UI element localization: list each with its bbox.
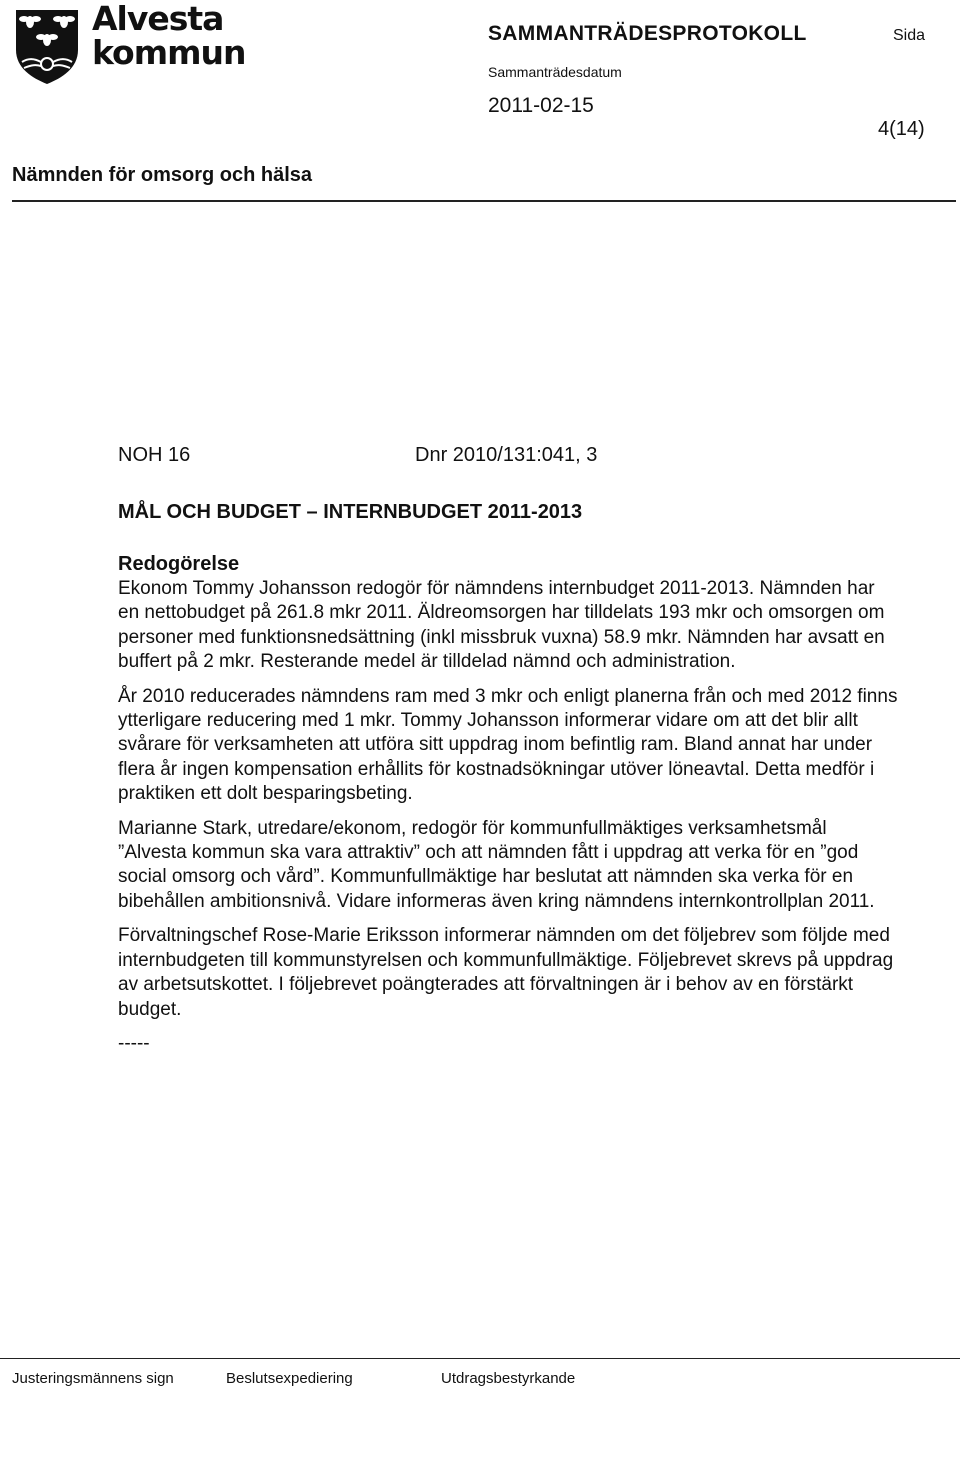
logo-line-1: Alvesta	[92, 0, 224, 38]
registration-number: Dnr 2010/131:041, 3	[415, 444, 598, 466]
page-label: Sida	[893, 27, 926, 44]
municipal-coat-of-arms-icon	[12, 6, 82, 86]
meeting-date-label: Sammanträdesdatum	[488, 64, 622, 80]
meeting-date: 2011-02-15	[488, 94, 594, 117]
footer-certification-label: Utdragsbestyrkande	[441, 1370, 576, 1387]
municipality-logo-text	[92, 2, 252, 70]
logo-line-2: kommun	[92, 33, 246, 72]
footer-adjuster-signature-label: Justeringsmännens sign	[12, 1370, 174, 1387]
document-type: SAMMANTRÄDESPROTOKOLL	[488, 22, 807, 45]
minutes-item	[118, 440, 898, 1056]
section-heading: Redogörelse	[118, 553, 240, 575]
committee-name: Nämnden för omsorg och hälsa	[12, 164, 313, 186]
header-divider	[12, 200, 956, 202]
paragraph: År 2010 reducerades nämndens ram med 3 mkr och enligt planerna från och med 2012 finns ytterligare reducering med 1 mkr. Tommy Johansson informerar vidare om att det blir allt svårare för verksamheten att utföra sitt uppdrag inom befintlig ram. Bland annat har under flera år ingen kompensation erhållits för kostnadsökningar utöver löneavtal. Detta medför i praktiken ett dolt besparingsbeting.	[118, 685, 898, 805]
item-title: MÅL OCH BUDGET – INTERNBUDGET 2011-2013	[118, 501, 583, 523]
item-reference-line	[118, 440, 898, 470]
item-number: NOH 16	[118, 444, 191, 466]
paragraph: Marianne Stark, utredare/ekonom, redogör för kommunfullmäktiges verksamhetsmål ”Alvesta kommun ska vara attraktiv” och att nämnden fått i uppdrag att verka för en ”god social omsorg och vård”. Kommunfullmäktige har beslutat att nämnden ska verka för en bibehållen ambitionsnivå. Vidare informeras även kring nämndens internkontrollplan 2011.	[118, 817, 875, 912]
paragraph: Ekonom Tommy Johansson redogör för nämndens internbudget 2011-2013. Nämnden har en nettobudget på 261.8 mkr 2011. Äldreomsorgen har tilldelats 193 mkr och omsorgen om personer med funktionsnedsättning (inkl missbruk vuxna) 58.9 mkr. Nämnden har avsatt en buffert på 2 mkr. Resterande medel är tilldelad nämnd och administration.	[118, 578, 885, 673]
footer-dispatch-label: Beslutsexpediering	[226, 1370, 353, 1387]
section-separator: -----	[118, 1032, 150, 1054]
paragraph: Förvaltningschef Rose-Marie Eriksson informerar nämnden om det följebrev som följde med internbudgeten till kommunstyrelsen och kommunfullmäktige. Följebrevet skrevs på uppdrag av arbetsutskottet. I följebrevet poängterades att förvaltningen är i behov av en förstärkt budget.	[118, 925, 894, 1020]
page-number: 4(14)	[878, 118, 925, 140]
footer-divider	[0, 1358, 960, 1359]
